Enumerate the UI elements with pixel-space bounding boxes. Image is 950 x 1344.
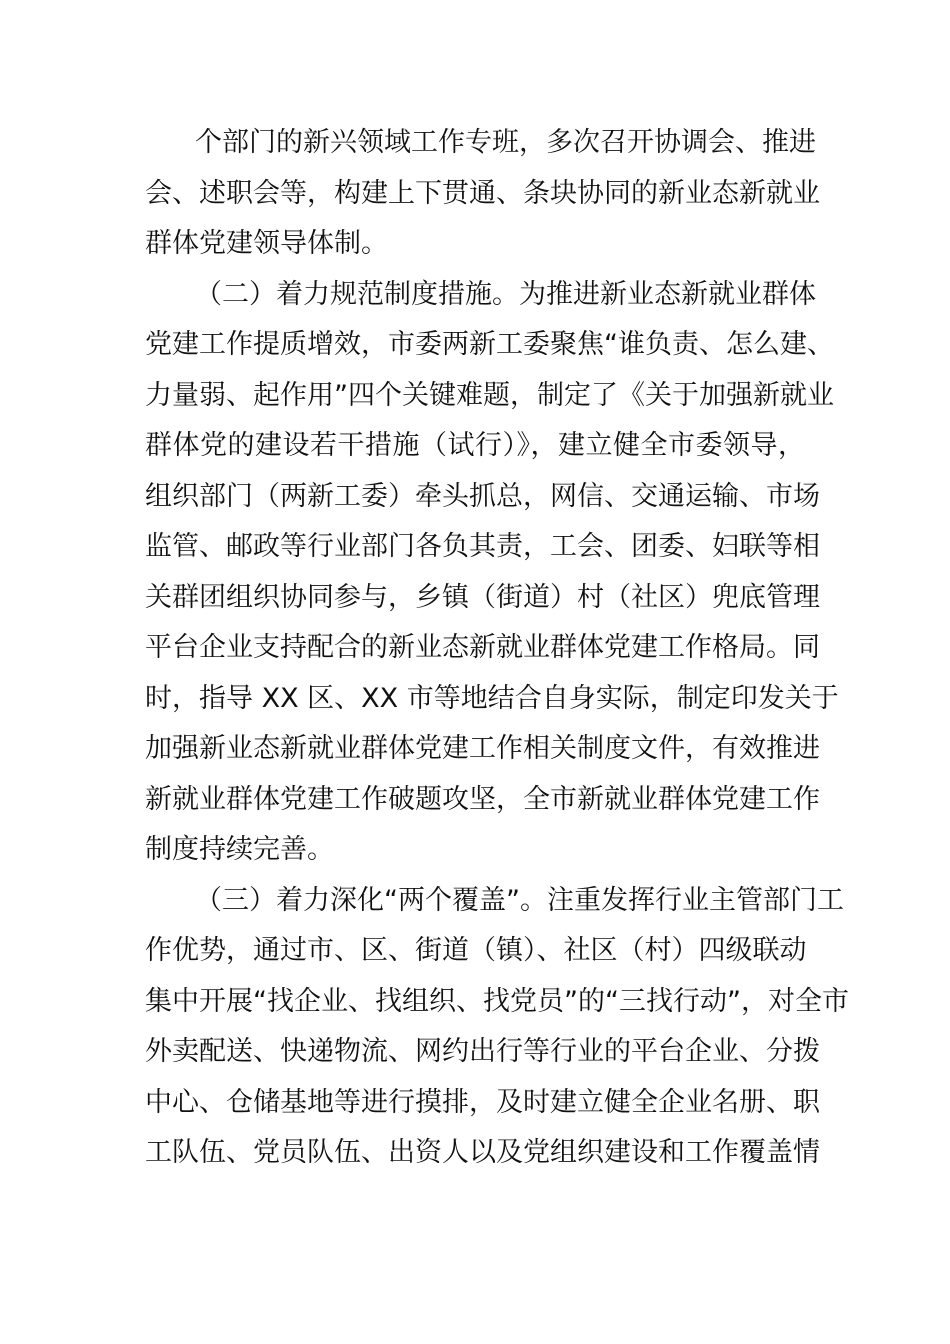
text-line: 制度持续完善。 <box>145 834 334 865</box>
text-line: 力量弱、起作用”四个关键难题，制定了《关于加强新就业 <box>145 379 834 411</box>
text-line: 中心、仓储基地等进行摸排，及时建立健全企业名册、职 <box>145 1086 820 1118</box>
document-page <box>145 118 849 1179</box>
paragraph-1 <box>145 118 820 270</box>
text-line: 时，指导 XX 区、XX 市等地结合自身实际，制定印发关于 <box>145 682 839 714</box>
text-line: 关群团组织协同参与，乡镇（街道）村（社区）兜底管理 <box>145 581 820 613</box>
text-line: 加强新业态新就业群体党建工作相关制度文件，有效推进 <box>145 733 820 764</box>
paragraph-3 <box>145 876 849 1179</box>
text-line: 作优势，通过市、区、街道（镇）、社区（村）四级联动 <box>145 935 807 966</box>
text-line: 集中开展“找企业、找组织、找党员”的“三找行动”，对全市 <box>145 985 849 1017</box>
section-heading-line: （三）着力深化“两个覆盖”。注重发挥行业主管部门工 <box>195 884 844 916</box>
text-line: 监管、邮政等行业部门各负其责，工会、团委、妇联等相 <box>145 531 820 562</box>
section-heading-line: （二）着力规范制度措施。为推进新业态新就业群体 <box>195 278 816 310</box>
text-line: 群体党建领导体制。 <box>145 228 388 259</box>
paragraph-2 <box>145 270 839 876</box>
text-line: 个部门的新兴领域工作专班，多次召开协调会、推进 <box>195 127 816 158</box>
text-line: 工队伍、党员队伍、出资人以及党组织建设和工作覆盖情 <box>145 1137 820 1168</box>
text-line: 群体党的建设若干措施（试行）》，建立健全市委领导， <box>145 430 805 461</box>
text-line: 会、述职会等，构建上下贯通、条块协同的新业态新就业 <box>145 177 820 209</box>
text-line: 新就业群体党建工作破题攻坚，全市新就业群体党建工作 <box>145 783 820 815</box>
text-line: 外卖配送、快递物流、网约出行等行业的平台企业、分拨 <box>145 1036 820 1067</box>
text-line: 党建工作提质增效，市委两新工委聚焦“谁负责、怎么建、 <box>145 329 834 360</box>
text-line: 平台企业支持配合的新业态新就业群体党建工作格局。同 <box>145 632 820 663</box>
text-line: 组织部门（两新工委）牵头抓总，网信、交通运输、市场 <box>145 480 820 512</box>
